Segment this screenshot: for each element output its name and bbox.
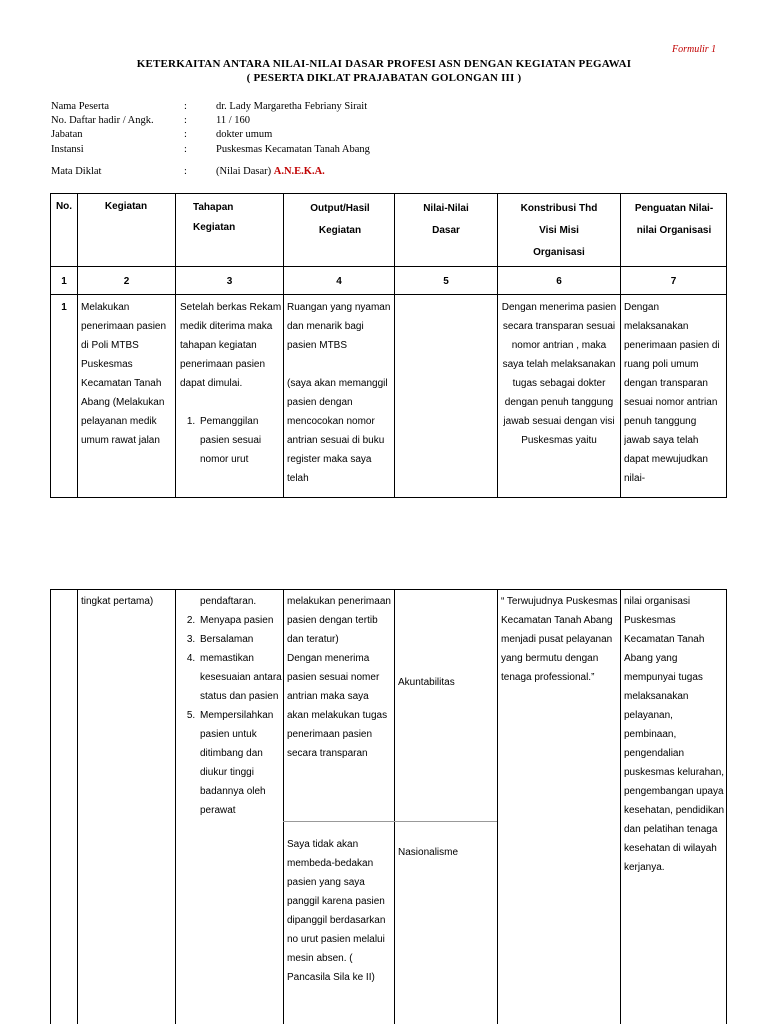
nama-label: Nama Peserta <box>51 101 110 112</box>
nilai-nasionalisme: Nasionalisme <box>398 847 459 858</box>
header-kontribusi: Konstribusi Thd Visi Misi Organisasi <box>520 203 598 258</box>
col-number: 1 <box>61 276 67 287</box>
output-paragraph: (saya akan memanggil pasien dengan mencocokan nomor antrian sesuai di buku register maka saya telah <box>287 378 388 484</box>
header-tahapan: Tahapan Kegiatan <box>193 202 236 233</box>
penguatan-cell: nilai organisasi Puskesmas Kecamatan Tanah Abang yang mempunyai tugas melaksanakan pelayanan, pembinaan, pengendalian puskesmas kelurahan, pengembangan upaya kesehatan, pendidikan dan pelatihan tenaga kesehatan di wilayah kerjanya. <box>624 596 725 873</box>
output-cell-top: melakukan penerimaan pasien dengan tertib dan teratur) Dengan menerima pasien sesuai nomer antrian maka saya akan melakukan tugas penerimaan pasien secara transparan <box>287 596 391 759</box>
mata-diklat-label: Mata Diklat <box>51 166 102 177</box>
col-number: 4 <box>336 276 342 287</box>
kontribusi-cell: Dengan menerima pasien secara transparan sesuai nomor antrian , maka saya telah melaksanakan tugas sebagai dokter dengan penuh tanggung jawab sesuai dengan visi Puskesmas yaitu <box>501 302 617 446</box>
output-cell <box>287 298 393 490</box>
instansi-value: Puskesmas Kecamatan Tanah Abang <box>216 144 370 155</box>
nama-value: dr. Lady Margaretha Febriany Sirait <box>216 101 368 112</box>
row-number: 1 <box>61 302 67 313</box>
penguatan-cell: Dengan melaksanakan penerimaan pasien di ruang poli umum dengan transparan sesuai nomor antrian penuh tanggung jawab saya telah dapat mewujudkan nilai- <box>624 302 720 484</box>
tahapan-step: 3. Bersalaman <box>198 630 282 649</box>
page-subtitle: ( PESERTA DIKLAT PRAJABATAN GOLONGAN III ) <box>246 72 522 84</box>
mata-diklat-text: (Nilai Dasar) <box>216 166 272 177</box>
form-number: Formulir 1 <box>672 44 717 55</box>
page-title: KETERKAITAN ANTARA NILAI-NILAI DASAR PROFESI ASN DENGAN KEGIATAN PEGAWAI <box>136 58 632 70</box>
header-output: Output/Hasil Kegiatan <box>310 203 370 236</box>
tahapan-cell <box>180 592 282 1022</box>
header-penguatan: Penguatan Nilai-nilai Organisasi <box>634 203 714 236</box>
output-cell-bottom: Saya tidak akan membeda-bedakan pasien yang saya panggil karena pasien dipanggil berdasarkan no urut pasien melalui mesin absen. ( Pancasila Sila ke II) <box>287 839 386 983</box>
mata-diklat-value <box>216 166 325 177</box>
tahapan-intro: Setelah berkas Rekam medik diterima maka tahapan kegiatan penerimaan pasien dapat dimulai. <box>180 302 282 389</box>
nilai-akuntabilitas: Akuntabilitas <box>398 677 455 688</box>
tahapan-cell <box>180 298 282 490</box>
col-number: 2 <box>123 276 130 287</box>
aneka-label: A.N.E.K.A. <box>273 166 325 177</box>
kegiatan-cell: Melakukan penerimaan pasien di Poli MTBS Puskesmas Kecamatan Tanah Abang (Melakukan pelayanan medik umum rawat jalan <box>81 302 167 446</box>
daftar-label: No. Daftar hadir / Angk. <box>51 115 154 126</box>
tahapan-steps <box>180 611 282 820</box>
tahapan-step: 4. memastikan kesesuaian antara status dan pasien <box>198 649 282 706</box>
kontribusi-cell: “ Terwujudnya Puskesmas Kecamatan Tanah Abang menjadi pusat pelayanan yang bermutu dengan tenaga professional.” <box>501 596 618 683</box>
colon: : <box>184 115 187 126</box>
col-number: 6 <box>556 276 562 287</box>
kegiatan-cell: tingkat pertama) <box>81 596 154 607</box>
header-nilai: Nilai-Nilai Dasar <box>423 203 469 236</box>
col-number: 5 <box>443 276 449 287</box>
header-no: No. <box>55 201 73 212</box>
header-kegiatan: Kegiatan <box>104 201 148 212</box>
jabatan-value: dokter umum <box>216 129 273 140</box>
tahapan-step: 2. Menyapa pasien <box>198 611 282 630</box>
colon: : <box>184 166 187 177</box>
colon: : <box>184 144 187 155</box>
col-number: 7 <box>670 276 677 287</box>
output-paragraph: Ruangan yang nyaman dan menarik bagi pasien MTBS <box>287 302 391 351</box>
jabatan-label: Jabatan <box>51 129 83 140</box>
tahapan-steps <box>180 412 282 469</box>
tahapan-step-continued: pendaftaran. <box>200 596 257 607</box>
col-number: 3 <box>226 276 233 287</box>
tahapan-step: 1. Pemanggilan pasien sesuai nomor urut <box>198 412 282 469</box>
colon: : <box>184 101 187 112</box>
tahapan-step: 5. Mempersilahkan pasien untuk ditimbang dan diukur tinggi badannya oleh perawat <box>198 706 282 820</box>
instansi-label: Instansi <box>51 144 84 155</box>
colon: : <box>184 129 187 140</box>
daftar-value: 11 / 160 <box>216 115 251 126</box>
